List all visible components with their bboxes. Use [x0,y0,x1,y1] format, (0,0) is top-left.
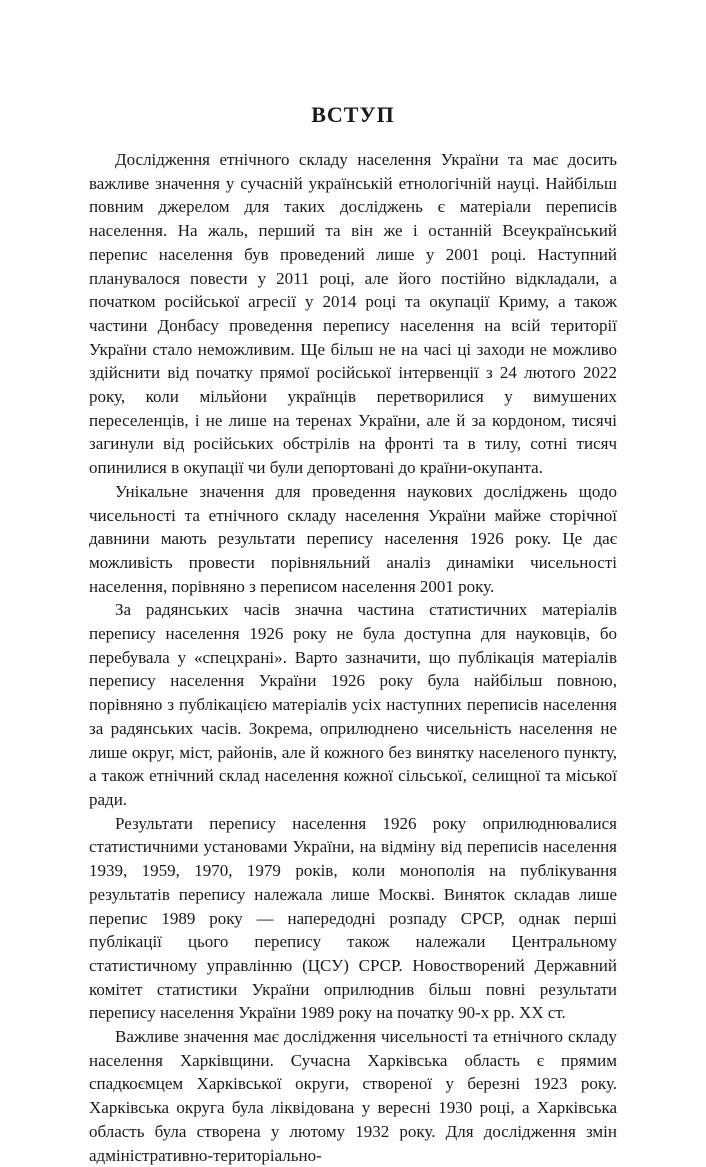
paragraph: Важливе значення має дослідження чисельності та етнічного складу населення Харківщини. Сучасна Харківська область є прямим спадкоємцем Харківської округи, створеної у березні 1923 року. Харківська округа була ліквідована у вересні 1930 році, а Харківська область була створена у лютому 1932 року. Для дослідження змін адміністративно-територіально- [89,1027,617,1165]
document-page [89,0,617,1165]
paragraph: Дослідження етнічного складу населення України та має досить важливе значення у сучасній українській етнологічній науці. Найбільш повним джерелом для таких досліджень є матеріали переписів населення. На жаль, перший та він же і останній Всеукраїнський перепис населення був проведений лише у 2001 році. Наступний планувалося повести у 2011 році, але його постійно відкладали, а початком російської агресії у 2014 році та окупації Криму, а також частини Донбасу проведення перепису населення на всій території України стало неможливим. Ще більш не на часі ці заходи не можливо здійснити від початку прямої російської інтервенції з 24 лютого 2022 року, коли мільйони українців перетворилися у вимушених переселенців, і не лише на теренах України, але й за кордоном, тисячі загинули від російських обстрілів на фронті та в тилу, сотні тисяч опинилися в окупації чи були депортовані до країни-окупанта. [89,150,617,478]
paragraph: За радянських часів значна частина статистичних матеріалів перепису населення 1926 року не була доступна для науковців, бо перебувала у «спецхрані». Варто зазначити, що публікація матеріалів перепису населення України 1926 року була найбільш повною, порівняно з публікацією матеріалів усіх наступних переписів населення за радянських часів. Зокрема, оприлюднено чисельність населення не лише округ, міст, районів, але й кожного без винятку населеного пункту, а також етнічний склад населення кожної сільської, селищної та міської ради. [89,600,617,809]
page-title: ВСТУП [311,102,395,127]
paragraph: Результати перепису населення 1926 року оприлюднювалися статистичними установами України, на відміну від переписів населення 1939, 1959, 1970, 1979 років, коли монополія на публікування результатів перепису належала лише Москві. Виняток складав лише перепис 1989 року — напередодні розпаду СРСР, однак перші публікації цього перепису також належали Центральному статистичному управлінню (ЦСУ) СРСР. Новостворений Державний комітет статистики України оприлюднив більш повні результати перепису населення України 1989 року на початку 90-х рр. ХХ ст. [89,813,617,1023]
paragraph: Унікальне значення для проведення наукових досліджень щодо чисельності та етнічного складу населення України майже сторічної давнини мають результати перепису населення 1926 року. Це дає можливість провести порівняльний аналіз динаміки чисельності населення, порівняно з переписом населення 2001 року. [89,481,617,596]
document-body [89,148,617,1167]
